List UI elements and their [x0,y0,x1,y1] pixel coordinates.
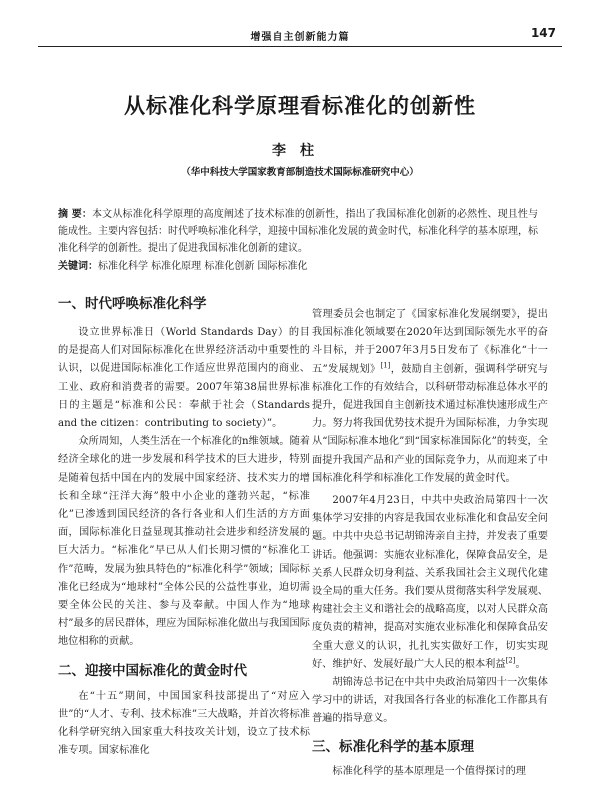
author-name: 李柱 [272,143,328,159]
page-number: 147 [530,26,556,40]
running-title: 增强自主创新能力篇 [250,32,350,43]
paragraph: 管理委员会也制定了《国家标准化发展纲要》，提出我国标准化领域要在2020年达到国际领先水平的奋斗目标，并于2007年3月5日发布了《标准化“十一五”发展规划》[1]，鼓励自主创新，强调科学研究与标准化工作的有效结合，以科研带动标准总体水平的提升，促进我国自主创新技术通过标准快速形成生产力。努力将我国优势技术提升为国际标准，力争实现从“国际标准本地化”到“国家标准国际化”的转变，全面提升我国产品和产业的国际竞争力，从而迎来了中国标准化科学和标准化工作发展的黄金时代。 [312,309,548,484]
abstract-label: 摘 要： [58,209,93,220]
right-column [312,306,548,781]
section-heading-3: 三、标准化科学的基本原理 [312,738,474,755]
keywords-text: 标准化科学 标准化原理 标准化创新 国际标准化 [98,261,308,272]
section-heading-2: 二、迎接中国标准化的黄金时代 [58,662,247,679]
running-header [38,24,562,47]
citation-ref: [1] [380,361,391,370]
left-column [58,290,310,760]
citation-ref: [2] [505,656,516,665]
section-heading-1: 一、时代呼唤标准化科学 [58,296,207,312]
abstract [58,206,538,257]
author-affiliation: （华中科技大学国家教育部制造技术国际标准研究中心） [181,167,419,178]
article-title: 从标准化科学原理看标准化的创新性 [124,94,476,118]
paragraph: 在“十五”期间，中国国家科技部提出了“对应入世”的“人才、专利、技术标准”三大战略，并首次将标准化科学研究纳入国家重大科技攻关计划，设立了技术标准专项。国家标准化 [58,690,310,757]
paragraph: 众所周知，人类生活在一个标准化的n维领域。随着经济全球化的进一步发展和科学技术的巨大进步，特别是随着包括中国在内的发展中国家经济、技术实力的增长和全球“汪洋大海”般中小企业的蓬勃兴起，“标准化”已渗透到国民经济的各行各业和人们生活的方方面面，国际标准化日益显现其推动社会进步和经济发展的巨大活力。“标准化”早已从人们长期习惯的“标准化工作”范畴，发展为独具特色的“标准化科学”领域；国际标准化已经成为“地球村”全体公民的公益性事业，迫切需要全体公民的关注、参与及奉献。中国人作为“地球村”最多的居民群体，理应为国际标准化做出与我国国际地位相称的贡献。 [58,436,310,648]
abstract-text: 本文从标准化科学原理的高度阐述了技术标准的创新性，指出了我国标准化创新的必然性、现且性与能成性。主要内容包括：时代呼唤标准化科学，迎接中国标准化发展的黄金时代，标准化科学的基本原理，标准化科学的创新性。提出了促进我国标准化创新的建议。 [58,209,539,254]
paragraph: 胡锦涛总书记在中共中央政治局第四十一次集体学习中的讲话，对我国各行各业的标准化工作都具有普遍的指导意义。 [312,677,548,725]
keywords [58,258,538,275]
keywords-label: 关键词： [58,261,98,272]
paragraph: 设立世界标准日（World Standards Day）的目的是提高人们对国际标准化在世界经济活动中重要性的认识，以促进国际标准化工作适应世界范围内的商业、工业、政府和消费者的需要。2007年第38届世界标准日的主题是“标准和公民：奉献于社会（Standards and the citizen：contributing to society）”。 [58,327,310,430]
paragraph: 2007年4月23日，中共中央政治局第四十一次集体学习安排的内容是我国农业标准化和食品安全问题。中共中央总书记胡锦涛亲自主持，并发表了重要讲话。他强调：实施农业标准化，保障食品安全，是关系人民群众切身利益、关系我国社会主义现代化建设全局的重大任务。我们要从贯彻落实科学发展观、构建社会主义和谐社会的战略高度，以对人民群众高度负责的精神，提高对实施农业标准化和保障食品安全重大意义的认识，扎扎实实做好工作，切实实现好、维护好、发展好最广大人民的根本利益[2]。 [312,495,548,670]
paragraph: 标准化科学的基本原理是一个值得探讨的理 [332,765,526,777]
